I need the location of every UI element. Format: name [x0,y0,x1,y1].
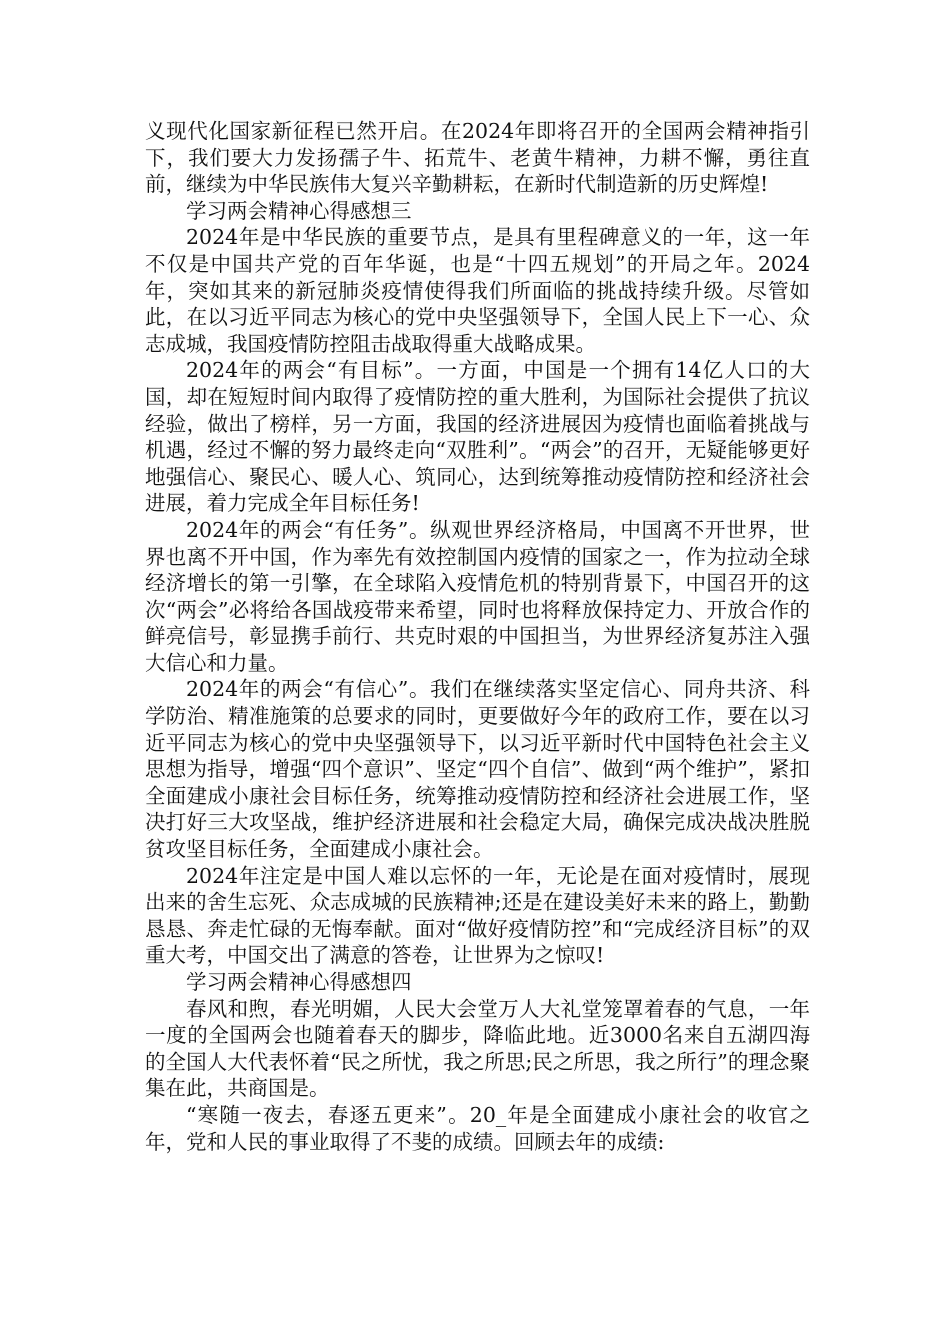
body-paragraph: 2024年的两会“有信心”。我们在继续落实坚定信心、同舟共济、科学防治、精准施策的总要求的同时，更要做好今年的政府工作，要在以习近平同志为核心的党中央坚强领导下，以习近平新时代中国特色社会主义思想为指导，增强“四个意识”、坚定“四个自信”、做到“两个维护”，紧扣全面建成小康社会目标任务，统筹推动疫情防控和经济社会进展工作，坚决打好三大攻坚战，维护经济进展和社会稳定大局，确保完成决战决胜脱贫攻坚目标任务，全面建成小康社会。 [145,677,810,862]
body-paragraph: 2024年注定是中国人难以忘怀的一年，无论是在面对疫情时，展现出来的舍生忘死、众志成城的民族精神;还是在建设美好未来的路上，勤勤恳恳、奔走忙碌的无悔奉献。面对“做好疫情防控”和“完成经济目标”的双重大考，中国交出了满意的答卷，让世界为之惊叹! [145,863,810,968]
section-heading: 学习两会精神心得感想四 [186,970,412,994]
body-paragraph: 2024年的两会“有目标”。一方面，中国是一个拥有14亿人口的大国，却在短短时间内取得了疫情防控的重大胜利，为国际社会提供了抗议经验，做出了榜样，另一方面，我国的经济进展因为疫情也面临着挑战与机遇，经过不懈的努力最终走向“双胜利”。“两会”的召开，无疑能够更好地强信心、聚民心、暖人心、筑同心，达到统筹推动疫情防控和经济社会进展，着力完成全年目标任务! [145,358,810,516]
body-paragraph: 2024年是中华民族的重要节点，是具有里程碑意义的一年，这一年不仅是中国共产党的百年华诞，也是“十四五规划”的开局之年。2024年，突如其来的新冠肺炎疫情使得我们所面临的挑战持续升级。尽管如此，在以习近平同志为核心的党中央坚强领导下，全国人民上下一心、众志成城，我国疫情防控阻击战取得重大战略成果。 [145,225,810,356]
body-paragraph: 义现代化国家新征程已然开启。在2024年即将召开的全国两会精神指引下，我们要大力发扬孺子牛、拓荒牛、老黄牛精神，力耕不懈，勇往直前，继续为中华民族伟大复兴辛勤耕耘，在新时代制造新的历史辉煌! [145,119,810,197]
body-paragraph: 春风和煦，春光明媚，人民大会堂万人大礼堂笼罩着春的气息，一年一度的全国两会也随着春天的脚步，降临此地。近3000名来自五湖四海的全国人大代表怀着“民之所忧，我之所思;民之所思，我之所行”的理念聚集在此，共商国是。 [145,996,810,1101]
section-heading: 学习两会精神心得感想三 [186,198,412,223]
body-paragraph: “寒随一夜去，春逐五更来”。20_年是全面建成小康社会的收官之年，党和人民的事业取得了不斐的成绩。回顾去年的成绩: [145,1102,810,1154]
body-paragraph: 2024年的两会“有任务”。纵观世界经济格局，中国离不开世界，世界也离不开中国，作为率先有效控制国内疫情的国家之一，作为拉动全球经济增长的第一引擎，在全球陷入疫情危机的特别背景下，中国召开的这次“两会”必将给各国战疫带来希望，同时也将释放保持定力、开放合作的鲜亮信号，彰显携手前行、共克时艰的中国担当，为世界经济复苏注入强大信心和力量。 [145,517,810,675]
document-page [145,118,810,1155]
